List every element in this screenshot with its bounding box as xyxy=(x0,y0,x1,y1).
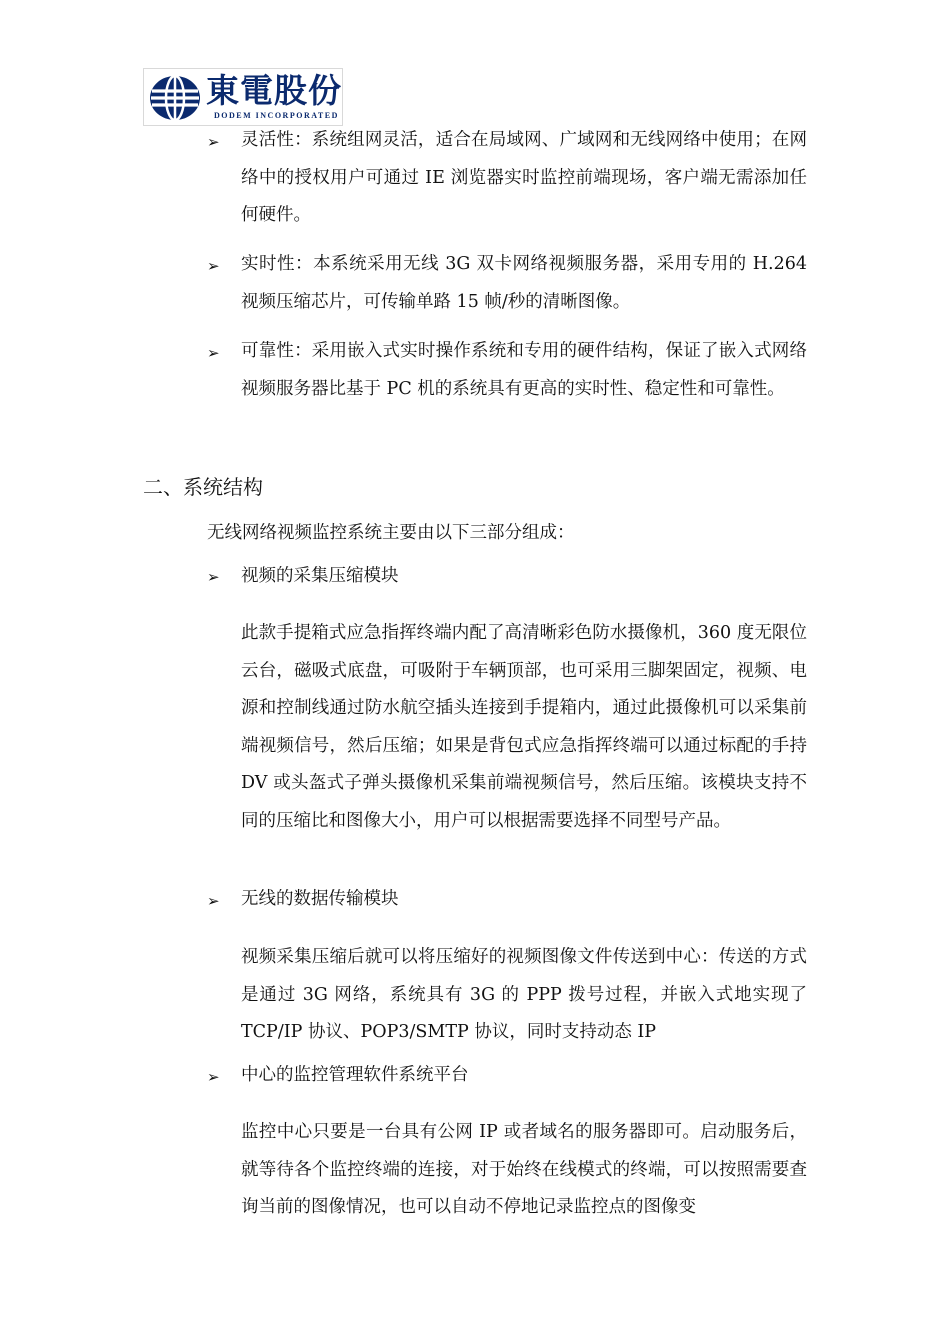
bullet-arrow-icon: ➢ xyxy=(207,568,220,586)
bullet-arrow-icon: ➢ xyxy=(207,133,220,151)
bullet-text: 实时性：本系统采用无线 3G 双卡网络视频服务器，采用专用的 H.264 视频压缩芯片，可传输单路 15 帧/秒的清晰图像。 xyxy=(241,254,807,312)
item-body: 监控中心只要是一台具有公网 IP 或者域名的服务器即可。启动服务后，就等待各个监控终端的连接，对于始终在线模式的终端，可以按照需要查询当前的图像情况，也可以自动不停地记录监控点的图像变 xyxy=(241,1122,807,1217)
section-heading: 二、系统结构 xyxy=(143,475,263,499)
item-body: 视频采集压缩后就可以将压缩好的视频图像文件传送到中心：传送的方式是通过 3G 网络，系统具有 3G 的 PPP 拨号过程，并嵌入式地实现了 TCP/IP 协议、POP3/SMTP 协议，同时支持动态 IP xyxy=(241,947,807,1042)
section-intro: 无线网络视频监控系统主要由以下三部分组成： xyxy=(207,523,575,543)
logo-chinese-text: 東電股份 xyxy=(206,71,342,110)
item-title: 中心的监控管理软件系统平台 xyxy=(241,1065,469,1085)
bullet-text: 灵活性：系统组网灵活，适合在局域网、广域网和无线网络中使用；在网络中的授权用户可通过 IE 浏览器实时监控前端现场，客户端无需添加任何硬件。 xyxy=(241,130,807,225)
item-title: 视频的采集压缩模块 xyxy=(241,566,399,586)
bullet-arrow-icon: ➢ xyxy=(207,344,220,362)
company-logo xyxy=(143,68,343,126)
logo-english-text: DODEM INCORPORATED xyxy=(214,111,339,120)
bullet-arrow-icon: ➢ xyxy=(207,892,220,910)
item-title: 无线的数据传输模块 xyxy=(241,889,399,909)
bullet-arrow-icon: ➢ xyxy=(207,257,220,275)
bullet-arrow-icon: ➢ xyxy=(207,1068,220,1086)
globe-icon xyxy=(148,73,202,123)
bullet-text: 可靠性：采用嵌入式实时操作系统和专用的硬件结构，保证了嵌入式网络视频服务器比基于 PC 机的系统具有更高的实时性、稳定性和可靠性。 xyxy=(241,341,807,399)
item-body: 此款手提箱式应急指挥终端内配了高清晰彩色防水摄像机，360 度无限位云台，磁吸式底盘，可吸附于车辆顶部，也可采用三脚架固定，视频、电源和控制线通过防水航空插头连接到手提箱内，通过此摄像机可以采集前端视频信号，然后压缩；如果是背包式应急指挥终端可以通过标配的手持 DV 或头盔式子弹头摄像机采集前端视频信号，然后压缩。该模块支持不同的压缩比和图像大小，用户可以根据需要选择不同型号产品。 xyxy=(241,623,807,831)
